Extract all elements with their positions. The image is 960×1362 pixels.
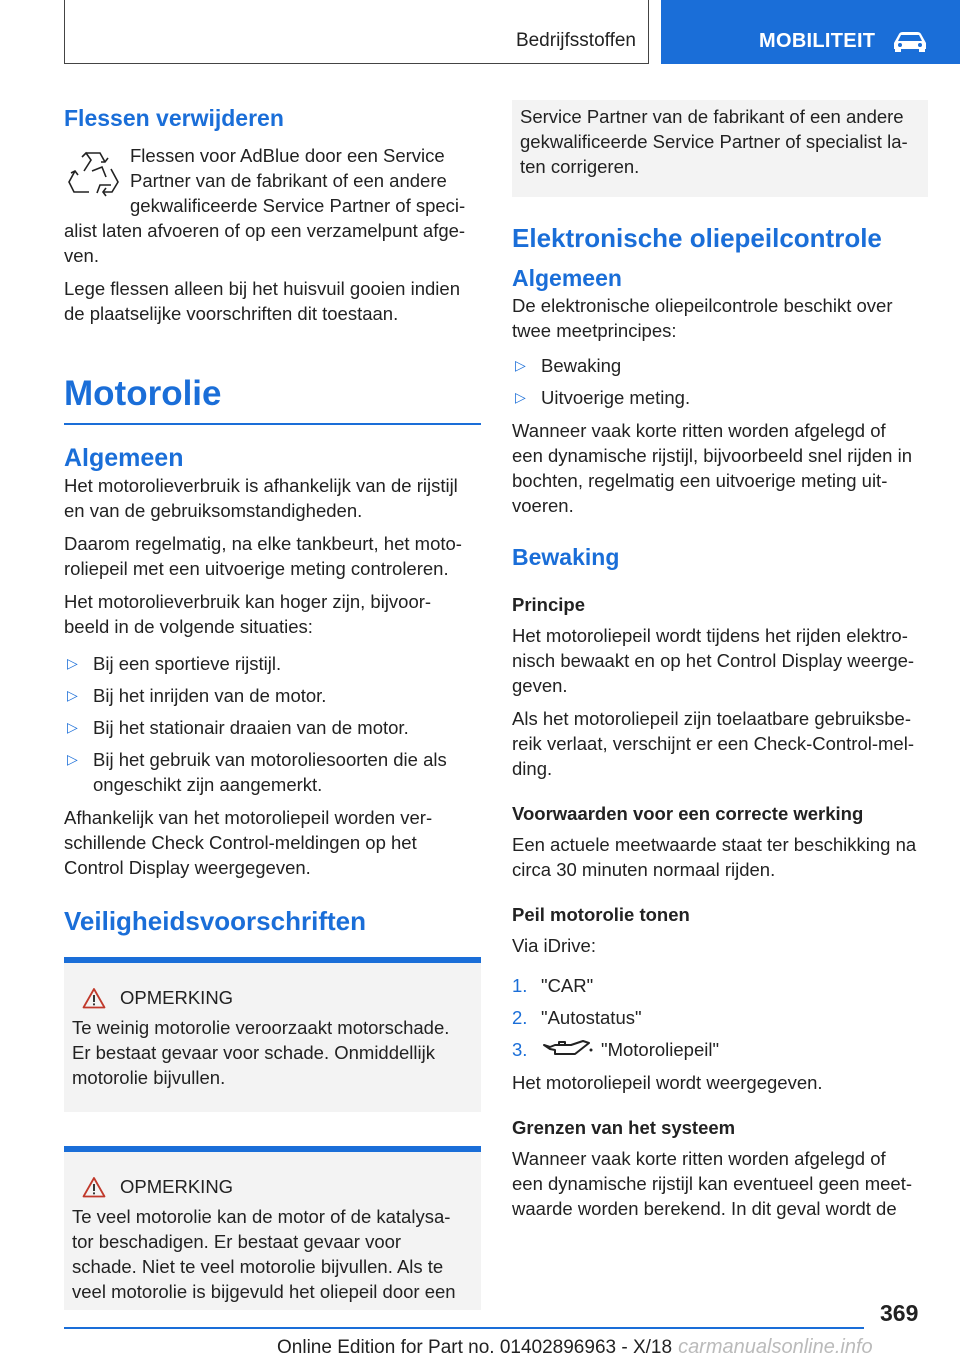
- list-item: [64, 651, 481, 676]
- text-line: De elektronische oliepeilcontrole beschikt over: [512, 295, 893, 316]
- list-item-text: Bij het inrijden van de motor.: [93, 684, 327, 706]
- text-line: Een actuele meetwaarde staat ter beschikking na: [512, 834, 917, 855]
- footer-edition-text: Online Edition for Part no. 01402896963 - X/18: [277, 1337, 673, 1358]
- notice-line: Te veel motorolie kan de motor of de katalysa-: [72, 1205, 451, 1227]
- step-text: "Motoroliepeil": [601, 1039, 720, 1060]
- list-item-text: Bewaking: [541, 355, 622, 376]
- algemeen-paragraph-3: [64, 589, 481, 639]
- notice-box: [64, 957, 481, 1112]
- heading-veiligheidsvoorschriften: Veiligheidsvoorschriften: [64, 905, 366, 936]
- text-line: een dynamische rijstijl kan eventueel geen meet-: [512, 1173, 913, 1194]
- text-line: een dynamische rijstijl, bijvoorbeeld snel rijden in: [512, 445, 913, 466]
- heading-principe: Principe: [512, 594, 585, 615]
- heading-algemeen: Algemeen: [512, 265, 622, 291]
- flessen-line: gekwalificeerde Service Partner of speci-: [130, 195, 466, 216]
- text-line: de plaatselijke voorschriften dit toestaan.: [64, 303, 399, 324]
- step-number: 3.: [512, 1039, 528, 1060]
- heading-algemeen: Algemeen: [64, 443, 184, 472]
- heading-voorwaarden: Voorwaarden voor een correcte werking: [512, 803, 864, 824]
- heading-motorolie: Motorolie: [64, 374, 222, 413]
- page-number: 369: [880, 1300, 919, 1326]
- triangle-bullet-icon: ▷: [67, 686, 78, 703]
- footer-rule: [64, 1327, 864, 1329]
- text-line: Lege flessen alleen bij het huisvuil gooien indien: [64, 278, 460, 299]
- notice-line: tor beschadigen. Er bestaat gevaar voor: [72, 1230, 402, 1252]
- text-line: reik verlaat, verschijnt er een Check-Control-mel-: [512, 733, 914, 754]
- list-item-text: Bij het stationair draaien van de motor.: [93, 716, 409, 738]
- flessen-line: alist laten afvoeren of op een verzamelpunt afge-: [64, 220, 466, 241]
- text-line: Control Display weergegeven.: [64, 856, 311, 878]
- algemeen-paragraph-2: [64, 531, 481, 581]
- text-line: geven.: [512, 675, 568, 696]
- text-line: circa 30 minuten normaal rijden.: [512, 859, 776, 880]
- notice-line: schade. Niet te veel motorolie bijvullen. Als te: [72, 1255, 444, 1277]
- list-item-text: Bij het gebruik van motoroliesoorten die als: [93, 748, 447, 770]
- oil-can-icon: [541, 1039, 593, 1059]
- step-text: "Autostatus": [541, 1007, 642, 1028]
- text-line: nisch bewaakt en op het Control Display weerge-: [512, 650, 915, 671]
- via-idrive: Via iDrive:: [512, 935, 596, 956]
- list-item-text: Uitvoerige meting.: [541, 387, 691, 408]
- notice-line: veel motorolie is bijgevuld het oliepeil door een: [72, 1280, 456, 1302]
- notice-header: [72, 987, 473, 1009]
- warning-triangle-icon: [82, 1176, 106, 1198]
- flessen-line: Partner van de fabrikant of een andere: [130, 170, 447, 191]
- korte-ritten-paragraph: [512, 418, 928, 518]
- header-tab-label: MOBILITEIT: [759, 30, 876, 52]
- heading-elektronische-oliepeilcontrole: Elektronische oliepeilcontrole: [512, 223, 882, 253]
- left-column: [64, 100, 481, 1310]
- text-line: Het motoroliepeil wordt tijdens het rijden elektro-: [512, 625, 908, 646]
- notice-line: Te weinig motorolie veroorzaakt motorschade.: [72, 1016, 450, 1038]
- list-item: [512, 973, 928, 998]
- list-item: [512, 1037, 928, 1062]
- step-number: 1.: [512, 975, 528, 996]
- text-line: twee meetprincipes:: [512, 320, 677, 341]
- step-number: 2.: [512, 1007, 528, 1028]
- text-line: Het motorolieverbruik is afhankelijk van de rijstijl: [64, 474, 458, 496]
- text-line: voeren.: [512, 495, 574, 516]
- flessen-line: Flessen voor AdBlue door een Service: [130, 145, 445, 166]
- header-section-box: [64, 0, 649, 64]
- notice-line: motorolie bijvullen.: [72, 1066, 226, 1088]
- list-item-text: ongeschikt zijn aangemerkt.: [93, 773, 323, 795]
- voorwaarden-paragraph: [512, 832, 928, 882]
- car-icon: [890, 29, 930, 53]
- triangle-bullet-icon: ▷: [515, 389, 526, 405]
- list-item: [64, 747, 481, 797]
- notice-line: Er bestaat gevaar voor schade. Onmiddellijk: [72, 1041, 435, 1063]
- text-line: Daarom regelmatig, na elke tankbeurt, het moto-: [64, 532, 462, 554]
- triangle-bullet-icon: ▷: [67, 654, 78, 671]
- heading-rule: [64, 423, 481, 425]
- text-line: ding.: [512, 758, 553, 779]
- principe-paragraph-2: [512, 706, 928, 781]
- principe-paragraph: [512, 623, 928, 698]
- notice-line: ten corrigeren.: [520, 156, 640, 177]
- heading-peil-motorolie-tonen: Peil motorolie tonen: [512, 904, 690, 925]
- list-item-text: Bij een sportieve rijstijl.: [93, 652, 282, 674]
- flessen-paragraph: [64, 143, 481, 268]
- text-line: Wanneer vaak korte ritten worden afgelegd of: [512, 420, 886, 441]
- flessen-line: ven.: [64, 245, 99, 266]
- heading-grenzen: Grenzen van het systeem: [512, 1117, 736, 1138]
- list-item: [512, 1005, 928, 1030]
- text-line: roliepeil met een uitvoerige meting controleren.: [64, 557, 449, 579]
- notice-line: Service Partner van de fabrikant of een andere: [520, 106, 904, 127]
- lege-flessen-paragraph: [64, 276, 481, 326]
- triangle-bullet-icon: ▷: [515, 357, 526, 373]
- text-line: Wanneer vaak korte ritten worden afgelegd of: [512, 1148, 886, 1169]
- text-line: en van de gebruiksomstandigheden.: [64, 499, 363, 521]
- triangle-bullet-icon: ▷: [67, 750, 78, 767]
- heading-bewaking: Bewaking: [512, 544, 620, 570]
- footer-edition: [277, 1336, 873, 1359]
- warning-triangle-icon: [82, 987, 106, 1009]
- list-item: [64, 715, 481, 740]
- recycle-icon: [67, 147, 119, 199]
- principles-list: [512, 353, 928, 410]
- situations-list: [64, 651, 481, 797]
- heading-flessen-verwijderen: Flessen verwijderen: [64, 105, 284, 131]
- text-line: waarde worden berekend. In dit geval wordt de: [512, 1198, 897, 1219]
- grenzen-paragraph: [512, 1146, 928, 1221]
- list-item: [64, 683, 481, 708]
- text-line: Het motorolieverbruik kan hoger zijn, bijvoor-: [64, 590, 432, 612]
- weergegeven-paragraph: Het motoroliepeil wordt weergegeven.: [512, 1072, 823, 1093]
- notice-box: [64, 1146, 481, 1310]
- algemeen-paragraph-1: [64, 473, 481, 523]
- text-line: beeld in de volgende situaties:: [64, 615, 313, 637]
- list-item: [512, 353, 928, 378]
- list-item: [512, 385, 928, 410]
- text-line: Als het motoroliepeil zijn toelaatbare gebruiksbe-: [512, 708, 911, 729]
- step-text: "CAR": [541, 975, 594, 996]
- text-line: bochten, regelmatig een uitvoerige meting uit-: [512, 470, 888, 491]
- notice-header: [72, 1176, 473, 1198]
- idrive-steps-list: [512, 973, 928, 1062]
- notice-continuation: [512, 100, 928, 197]
- right-column: [512, 100, 928, 1229]
- notice-title: OPMERKING: [120, 1175, 234, 1197]
- check-control-paragraph: [64, 805, 481, 880]
- text-line: Afhankelijk van het motoroliepeil worden ver-: [64, 806, 433, 828]
- watermark: carmanualsonline.info: [678, 1336, 873, 1358]
- notice-title: OPMERKING: [120, 986, 234, 1008]
- header-section-title: Bedrijfsstoffen: [515, 30, 636, 51]
- triangle-bullet-icon: ▷: [67, 718, 78, 735]
- text-line: schillende Check Control-meldingen op het: [64, 831, 417, 853]
- notice-line: gekwalificeerde Service Partner of specialist la-: [520, 131, 908, 152]
- header-tab-mobiliteit[interactable]: [661, 0, 960, 64]
- epc-intro-paragraph: [512, 293, 928, 343]
